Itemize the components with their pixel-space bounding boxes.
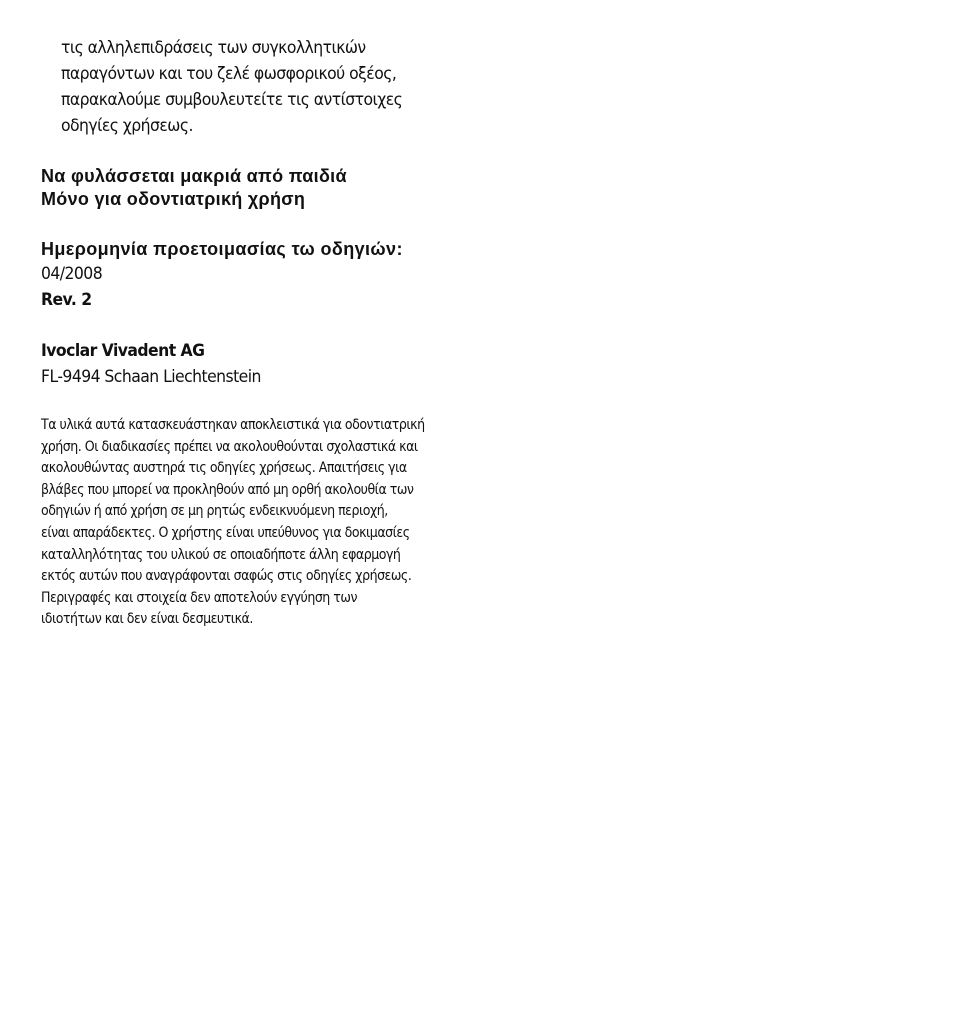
- disclaimer-line: οδηγιών ή από χρήση σε μη ρητώς ενδεικνυόμενη περιοχή,: [41, 503, 388, 520]
- disclaimer-line: ακολουθώντας αυστηρά τις οδηγίες χρήσεως. Απαιτήσεις για: [41, 460, 407, 477]
- disclaimer-line: Τα υλικά αυτά κατασκευάστηκαν αποκλειστικά για οδοντιατρική: [41, 417, 425, 433]
- intro-line: οδηγίες χρήσεως.: [61, 116, 193, 136]
- disclaimer-line: είναι απαράδεκτες. Ο χρήστης είναι υπεύθυνος για δοκιμασίες: [41, 524, 410, 541]
- intro-line: παραγόντων και του ζελέ φωσφορικού οξέος,: [61, 64, 397, 84]
- intro-line: παρακαλούμε συμβουλευτείτε τις αντίστοιχες: [61, 90, 403, 110]
- intro-paragraph: [61, 35, 447, 139]
- disclaimer-paragraph: [41, 415, 455, 631]
- preparation-info: [41, 237, 403, 313]
- disclaimer-line: ιδιοτήτων και δεν είναι δεσμευτικά.: [41, 611, 253, 628]
- preparation-date-title: Ημερομηνία προετοιμασίας τω οδηγιών:: [41, 239, 403, 259]
- disclaimer-line: καταλληλότητας του υλικού σε οποιαδήποτε άλλη εφαρμογή: [41, 546, 401, 563]
- revision-number: Rev. 2: [41, 290, 92, 310]
- disclaimer-line: χρήση. Οι διαδικασίες πρέπει να ακολουθούνται σχολαστικά και: [41, 438, 418, 455]
- preparation-date: 04/2008: [41, 264, 103, 284]
- keep-away-warning: Να φυλάσσεται μακριά από παιδιά: [41, 166, 347, 186]
- disclaimer-line: εκτός αυτών που αναγράφονται σαφώς στις οδηγίες χρήσεως.: [41, 568, 412, 585]
- disclaimer-line: Περιγραφές και στοιχεία δεν αποτελούν εγγύηση των: [41, 589, 357, 606]
- company-info: [41, 338, 261, 390]
- warnings-block: [41, 165, 347, 211]
- company-name: Ivoclar Vivadent AG: [41, 341, 205, 361]
- dental-use-only-warning: Μόνο για οδοντιατρική χρήση: [41, 189, 306, 209]
- intro-line: τις αλληλεπιδράσεις των συγκολλητικών: [61, 38, 366, 58]
- disclaimer-line: βλάβες που μπορεί να προκληθούν από μη ορθή ακολουθία των: [41, 481, 414, 498]
- company-address: FL-9494 Schaan Liechtenstein: [41, 367, 261, 387]
